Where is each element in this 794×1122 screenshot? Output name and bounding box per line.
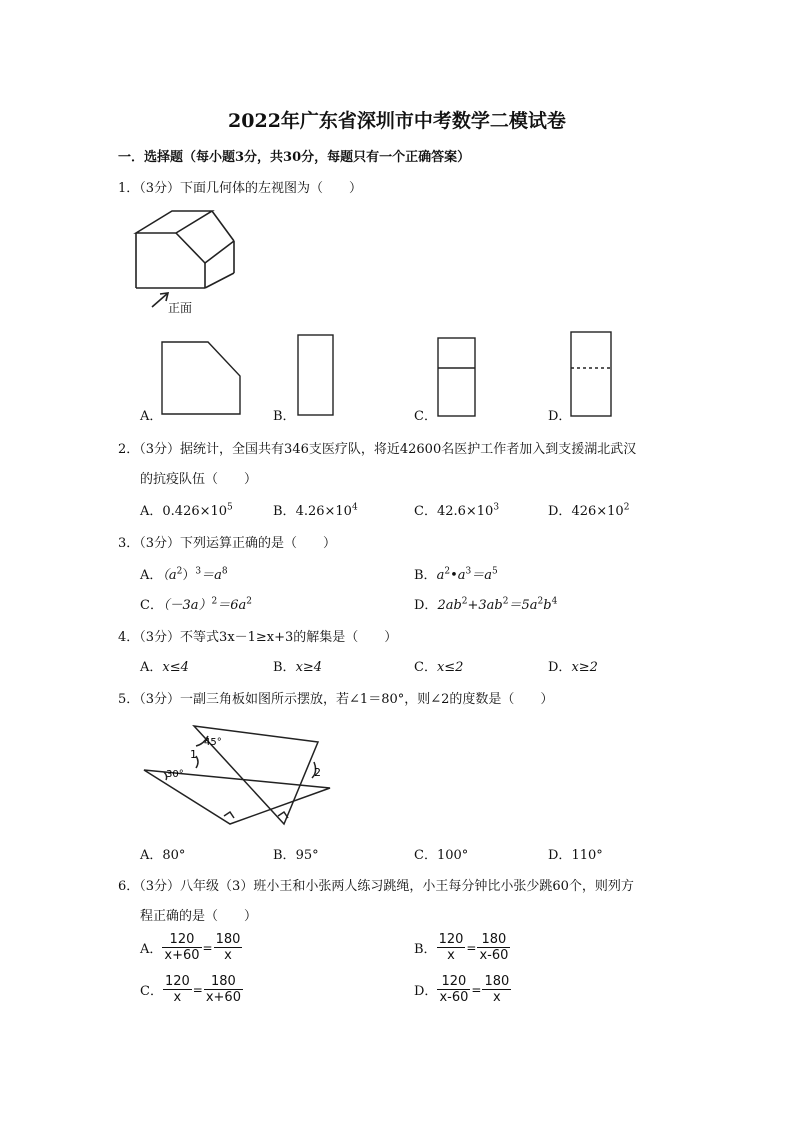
- option-label: D．: [548, 504, 572, 519]
- option-label: C．: [414, 848, 437, 863]
- option-label: A．: [140, 848, 163, 863]
- option-label: D．: [414, 984, 438, 999]
- numerator: 120: [164, 974, 190, 989]
- exponent: 3: [465, 566, 472, 577]
- equals-sign: =: [471, 982, 482, 997]
- exponent: 2: [502, 596, 509, 607]
- exponent: 2: [246, 596, 252, 607]
- option-label: A．: [140, 660, 163, 675]
- term: ＝a: [471, 568, 492, 583]
- denominator: x: [173, 990, 182, 1005]
- option-value: 4.26×10: [295, 504, 352, 519]
- term: ）: [182, 568, 196, 583]
- front-view-label: 正面: [168, 301, 193, 315]
- option-exponent: 3: [493, 502, 500, 513]
- denominator: x: [493, 990, 501, 1005]
- option-value: x≤4: [162, 660, 189, 675]
- option-label: A．: [140, 568, 163, 583]
- term: （a: [162, 568, 177, 583]
- q3-option-d[interactable]: [414, 594, 557, 613]
- term: •a: [450, 568, 466, 583]
- denominator: x: [224, 948, 232, 963]
- option-value: x≤2: [436, 660, 464, 675]
- exponent: 2: [176, 566, 183, 577]
- denominator: x-60: [439, 990, 469, 1005]
- numerator: 180: [477, 932, 510, 948]
- q1-option-a[interactable]: A．: [140, 409, 163, 424]
- fraction-left: [162, 932, 201, 963]
- numerator: 120: [438, 932, 464, 947]
- option-value: 110°: [571, 848, 603, 863]
- question-6-stem-line2: 程正确的是（ ）: [140, 909, 258, 924]
- q3-option-b[interactable]: [414, 564, 498, 583]
- numerator: 180: [484, 974, 510, 989]
- exponent: 2: [211, 596, 218, 607]
- option-label: D．: [414, 598, 438, 613]
- exponent: 8: [221, 566, 228, 577]
- question-4-stem: 4．（3分）不等式3x－1≥x+3的解集是（ ）: [118, 630, 398, 645]
- q6-option-a[interactable]: [140, 932, 242, 963]
- option-exponent: 2: [623, 502, 630, 513]
- exponent: 4: [551, 596, 558, 607]
- question-2-stem-line1: 2．（3分）据统计，全国共有346支医疗队，将近42600名医护工作者加入到支援湖北武汉: [118, 442, 637, 457]
- q5-option-d[interactable]: [548, 844, 603, 863]
- term: （－3a）: [162, 598, 212, 613]
- option-value: 0.426×10: [162, 504, 228, 519]
- fraction-right: [204, 974, 243, 1005]
- option-exponent: 5: [227, 502, 233, 513]
- option-value: 95°: [295, 848, 319, 863]
- equals-sign: =: [202, 940, 213, 955]
- term: ＝6a: [217, 598, 247, 613]
- term: ＝a: [201, 568, 222, 583]
- option-value: x≥4: [295, 660, 323, 675]
- equals-sign: =: [192, 982, 203, 997]
- question-6-stem-line1: 6．（3分）八年级（3）班小王和小张两人练习跳绳，小王每分钟比小张少跳60个，则列方: [118, 879, 634, 894]
- question-3-stem: 3．（3分）下列运算正确的是（ ）: [118, 536, 337, 551]
- fraction-left: [437, 974, 470, 1005]
- page-title: 2022年广东省深圳市中考数学二模试卷: [228, 110, 566, 132]
- option-label: B．: [273, 848, 296, 863]
- option-label: B．: [273, 504, 296, 519]
- q1-option-c[interactable]: C．: [414, 409, 437, 424]
- option-value: 426×10: [571, 504, 624, 519]
- fraction-left: [437, 932, 466, 963]
- option-label: D．: [548, 660, 572, 675]
- q2-option-a[interactable]: [140, 500, 233, 519]
- denominator: x-60: [479, 948, 509, 963]
- option-label: D．: [548, 848, 572, 863]
- denominator: x: [447, 948, 455, 963]
- q5-option-c[interactable]: [414, 844, 468, 863]
- term: ＝5a: [508, 598, 538, 613]
- exponent: 3: [195, 566, 202, 577]
- option-label: C．: [140, 984, 163, 999]
- exponent: 5: [491, 566, 498, 577]
- fraction-right: [477, 932, 510, 963]
- angle-2-label: 2: [314, 766, 321, 779]
- q6-option-c[interactable]: [140, 974, 243, 1005]
- question-1-stem: 1．（3分）下面几何体的左视图为（ ）: [118, 181, 363, 196]
- q5-option-b[interactable]: [273, 844, 319, 863]
- term: b: [543, 598, 552, 613]
- q4-option-d[interactable]: [548, 656, 598, 675]
- angle-30-label: 30°: [166, 769, 184, 780]
- option-label: B．: [414, 568, 437, 583]
- option-label: B．: [273, 660, 296, 675]
- fraction-right: [214, 932, 243, 963]
- option-value: x≥2: [571, 660, 598, 675]
- q6-option-b[interactable]: [414, 932, 510, 963]
- q1-option-d[interactable]: D．: [548, 409, 572, 424]
- option-label: B．: [414, 942, 437, 957]
- option-label: C．: [414, 504, 437, 519]
- q6-option-d[interactable]: [414, 974, 511, 1005]
- fraction-right: [482, 974, 511, 1005]
- q1-option-a-figure: [160, 340, 242, 416]
- option-exponent: 4: [351, 502, 358, 513]
- section-heading: 一．选择题（每小题3分，共30分，每题只有一个正确答案）: [118, 150, 471, 165]
- question-2-stem-line2: 的抗疫队伍（ ）: [140, 472, 258, 487]
- term: 2ab: [437, 598, 462, 613]
- option-label: A．: [140, 504, 163, 519]
- q2-option-d[interactable]: [548, 500, 629, 519]
- q4-option-c[interactable]: [414, 656, 463, 675]
- q3-option-c[interactable]: [140, 594, 252, 613]
- numerator: 180: [204, 974, 243, 990]
- exponent: 2: [537, 596, 544, 607]
- option-value: 42.6×10: [436, 504, 494, 519]
- term: a: [436, 568, 445, 583]
- option-value: 80°: [162, 848, 186, 863]
- q2-option-b[interactable]: [273, 500, 358, 519]
- option-value: 100°: [436, 848, 469, 863]
- numerator: 120: [162, 932, 201, 948]
- q4-option-a[interactable]: [140, 656, 189, 675]
- angle-1-label: 1: [190, 748, 197, 761]
- denominator: x+60: [205, 990, 241, 1005]
- option-label: C．: [140, 598, 163, 613]
- q5-triangle-figure: [138, 716, 338, 831]
- numerator: 120: [437, 974, 470, 990]
- option-label: A．: [140, 942, 163, 957]
- exponent: 2: [444, 566, 451, 577]
- q1-option-b[interactable]: B．: [273, 409, 296, 424]
- denominator: x+60: [164, 948, 200, 963]
- q5-option-a[interactable]: [140, 844, 185, 863]
- question-5-stem: 5．（3分）一副三角板如图所示摆放，若∠1＝80°，则∠2的度数是（ ）: [118, 692, 554, 707]
- q1-option-d-figure: [569, 330, 613, 418]
- term: +3ab: [467, 598, 503, 613]
- q4-option-b[interactable]: [273, 656, 322, 675]
- q1-option-b-figure: [296, 333, 336, 417]
- q2-option-c[interactable]: [414, 500, 499, 519]
- equals-sign: =: [466, 940, 477, 955]
- option-label: C．: [414, 660, 437, 675]
- q1-option-c-figure: [436, 336, 478, 418]
- q3-option-a[interactable]: [140, 564, 228, 583]
- angle-45-label: 45°: [204, 737, 222, 748]
- numerator: 180: [215, 932, 241, 947]
- exponent: 2: [461, 596, 468, 607]
- fraction-left: [163, 974, 192, 1005]
